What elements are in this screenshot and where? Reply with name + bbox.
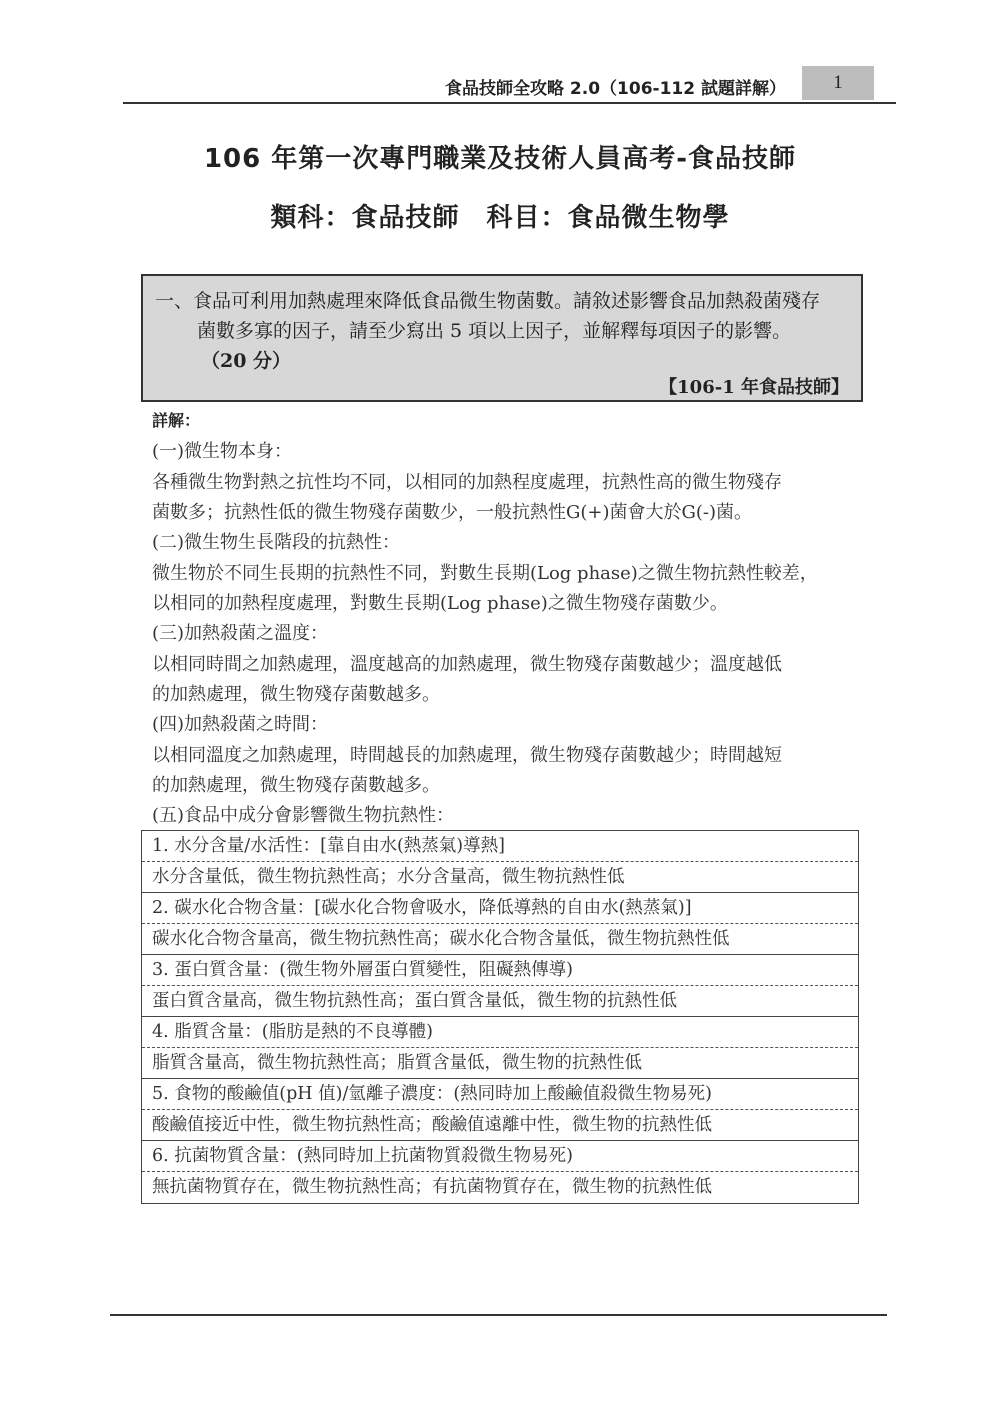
question-text-line-2: 菌數多寡的因子，請至少寫出 5 項以上因子，並解釋每項因子的影響。 [197,320,792,342]
factor-group-antimicrobial [142,1141,858,1203]
question-source: 【106-1 年食品技師】 [659,377,849,398]
factor-detail-row: 蛋白質含量高，微生物抗熱性高；蛋白質含量低，微生物的抗熱性低 [142,986,858,1017]
question-box [141,274,863,402]
factor-detail-row: 無抗菌物質存在，微生物抗熱性高；有抗菌物質存在，微生物的抗熱性低 [152,1177,712,1197]
answer-text-line: 的加熱處理，微生物殘存菌數越多。 [152,775,440,796]
answer-text-line: 微生物於不同生長期的抗熱性不同，對數生長期(Log phase)之微生物抗熱性較差， [152,563,818,584]
factor-group-lipid [142,1017,858,1079]
question-points: （20 分） [201,350,292,372]
answer-text-line: 以相同溫度之加熱處理，時間越長的加熱處理，微生物殘存菌數越少；時間越短 [152,745,782,766]
factor-detail-row: 水分含量低，微生物抗熱性高；水分含量高，微生物抗熱性低 [142,862,858,893]
factor-header-row: 3. 蛋白質含量：(微生物外層蛋白質變性，阻礙熱傳導) [142,955,858,986]
answer-heading-3: (三)加熱殺菌之溫度： [152,623,329,644]
page-number: 1 [802,66,874,100]
factor-detail-row: 碳水化合物含量高，微生物抗熱性高；碳水化合物含量低，微生物抗熱性低 [142,924,858,955]
page-subtitle: 類科：食品技師 科目：食品微生物學 [270,203,730,233]
factor-table [141,830,859,1204]
factor-group-ph [142,1079,858,1141]
factor-header-row: 4. 脂質含量：(脂肪是熱的不良導體) [142,1017,858,1048]
answer-heading-1: (一)微生物本身： [152,441,293,462]
answer-text-line: 以相同的加熱程度處理，對數生長期(Log phase)之微生物殘存菌數少。 [152,593,728,614]
factor-header-row: 5. 食物的酸鹼值(pH 值)/氫離子濃度：(熱同時加上酸鹼值殺微生物易死) [142,1079,858,1110]
factor-header-row: 6. 抗菌物質含量：(熱同時加上抗菌物質殺微生物易死) [142,1141,858,1172]
factor-header-row: 2. 碳水化合物含量：[碳水化合物會吸水，降低導熱的自由水(熱蒸氣)] [142,893,858,924]
answer-heading-4: (四)加熱殺菌之時間： [152,714,329,735]
factor-group-water [142,831,858,893]
factor-group-protein [142,955,858,1017]
question-text-line-1: 一、食品可利用加熱處理來降低食品微生物菌數。請敘述影響食品加熱殺菌殘存 [155,290,821,312]
factor-group-carbohydrate [142,893,858,955]
factor-detail-row: 酸鹼值接近中性，微生物抗熱性高；酸鹼值遠離中性，微生物的抗熱性低 [142,1110,858,1141]
answer-text-line: 菌數多；抗熱性低的微生物殘存菌數少，一般抗熱性G(+)菌會大於G(-)菌。 [152,502,753,523]
book-title: 食品技師全攻略 2.0（106-112 試題詳解） [445,79,786,99]
answer-text-line: 的加熱處理，微生物殘存菌數越多。 [152,684,440,705]
page-title: 106 年第一次專門職業及技術人員高考-食品技師 [203,144,797,174]
running-header [123,66,896,104]
answer-heading-5: (五)食品中成分會影響微生物抗熱性： [152,805,455,826]
answer-text-line: 以相同時間之加熱處理，溫度越高的加熱處理，微生物殘存菌數越少；溫度越低 [152,654,782,675]
answer-label: 詳解： [152,411,201,430]
factor-detail-row: 脂質含量高，微生物抗熱性高；脂質含量低，微生物的抗熱性低 [142,1048,858,1079]
factor-header-row: 1. 水分含量/水活性：[靠自由水(熱蒸氣)導熱] [142,831,858,862]
answer-text-line: 各種微生物對熱之抗性均不同，以相同的加熱程度處理，抗熱性高的微生物殘存 [152,472,782,493]
answer-heading-2: (二)微生物生長階段的抗熱性： [152,532,401,553]
footer-rule [110,1314,887,1316]
